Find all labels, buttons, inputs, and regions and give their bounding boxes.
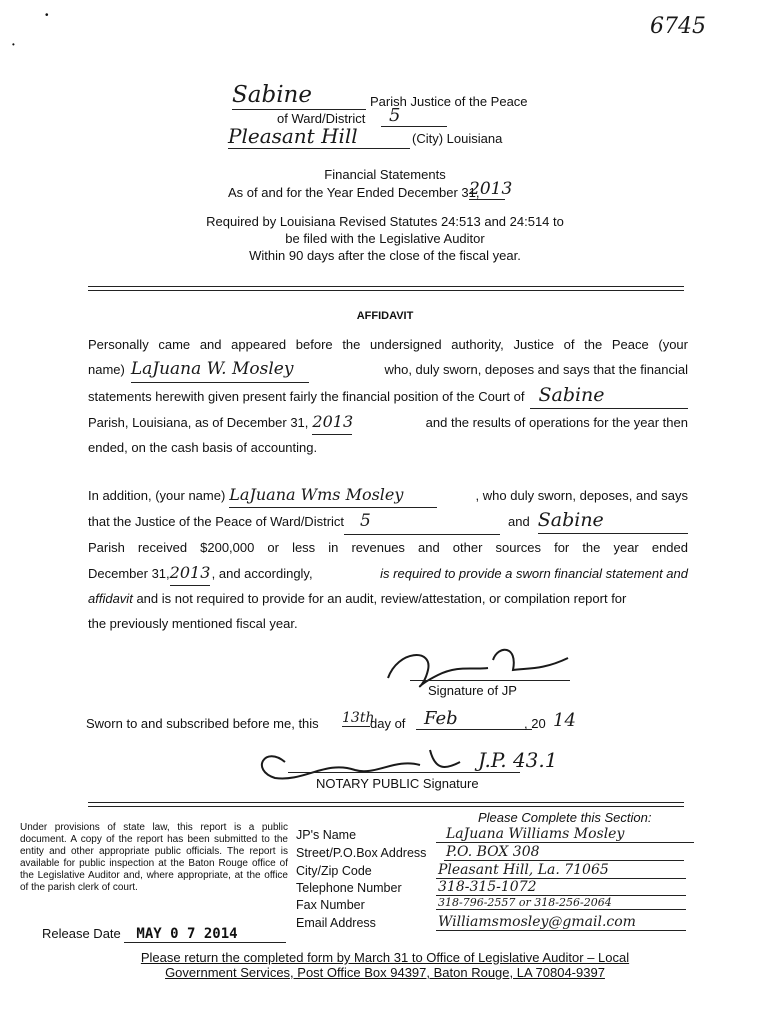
divider-rule (88, 286, 684, 287)
scan-mark: • (12, 40, 15, 49)
p2-parish-handwritten: Sabine (538, 508, 688, 534)
divider-rule (88, 290, 684, 291)
p1-name-suffix: who, duly sworn, deposes and says that the financial (384, 362, 688, 377)
requirement-line-2: be filed with the Legislative Auditor (285, 231, 485, 246)
affidavit-paragraph-2 (88, 482, 688, 636)
sworn-line (86, 708, 646, 736)
contact-field-value: P.O. BOX 308 (444, 844, 684, 861)
sworn-prefix: Sworn to and subscribed before me, this (86, 716, 319, 731)
requirement-line-1: Required by Louisiana Revised Statutes 24:513 and 24:514 to (206, 214, 564, 229)
contact-field-row (296, 914, 716, 932)
city-handwritten: Pleasant Hill (228, 124, 410, 149)
return-line-1: Please return the completed form by March 31 to Office of Legislative Auditor – Local (140, 950, 630, 965)
parish-handwritten: Sabine (232, 82, 366, 110)
year-handwritten: 2013 (469, 179, 513, 199)
please-complete-label: Please Complete this Section: (478, 810, 652, 825)
contact-field-label: City/Zip Code (296, 864, 372, 878)
contact-field-value: Williamsmosley@gmail.com (436, 914, 686, 931)
contact-field-row (296, 826, 716, 844)
p2-affidavit-italic: affidavit (88, 591, 133, 606)
p1-name-prefix: name) (88, 362, 125, 377)
as-of-line (228, 179, 588, 207)
p1-court-prefix: statements herewith given present fairly the financial position of the Court of (88, 389, 525, 404)
p2-name-handwritten: LaJuana Wms Mosley (229, 482, 437, 508)
p2-accordingly: , and accordingly, (211, 566, 313, 581)
p2-ward-prefix: that the Justice of the Peace of Ward/District (88, 514, 345, 529)
ward-label: of Ward/District (277, 111, 366, 126)
p2-name-prefix: In addition, (your name) (88, 488, 226, 503)
sworn-year-prefix: , 20 (524, 716, 546, 731)
contact-field-label: JP's Name (296, 828, 357, 842)
release-date-label: Release Date (42, 926, 121, 941)
sworn-year-handwritten: 14 (553, 710, 576, 731)
jp-signature-label: Signature of JP (428, 683, 517, 698)
p2-line-c: Parish received $200,000 or less in revenues and other sources for the year ended (88, 540, 688, 555)
p2-line-f: the previously mentioned fiscal year. (88, 616, 298, 631)
document-number: 6745 (650, 14, 706, 39)
law-notice: Under provisions of state law, this report is a public document. A copy of the report has been submitted to the entity and other appropriate public officials. The report is available for public inspection at the Baton Rouge office of the Legislative Auditor and, where appropriate, at the office of the parish clerk of court. (20, 822, 288, 893)
affidavit-paragraph-1 (88, 332, 688, 460)
return-line-2: Government Services, Post Office Box 94397, Baton Rouge, LA 70804-9397 (165, 965, 605, 980)
release-date-stamp: MAY 0 7 2014 (124, 926, 286, 943)
p1-line-c (88, 383, 688, 409)
city-line (228, 124, 548, 150)
scan-mark: • (45, 10, 49, 21)
p2-ward-handwritten: 5 (344, 509, 500, 535)
p1-line-a: Personally came and appeared before the undersigned authority, Justice of the Peace (your (88, 337, 688, 352)
p1-court-handwritten: Sabine (530, 383, 688, 409)
p2-line-e-text: and is not required to provide for an audit, review/attestation, or compilation report for (136, 591, 627, 606)
p1-year-prefix: Parish, Louisiana, as of December 31, (88, 415, 309, 430)
parish-suffix: Parish Justice of the Peace (370, 94, 528, 109)
p1-year-handwritten: 2013 (312, 409, 352, 435)
p2-and: and (508, 514, 530, 529)
p1-line-d (88, 409, 688, 435)
divider-rule (88, 806, 684, 807)
p2-line-d (88, 560, 688, 586)
sworn-month-handwritten: Feb (416, 708, 532, 730)
notary-jp-number: J.P. 43.1 (478, 748, 558, 772)
contact-field-row (296, 879, 716, 897)
city-suffix: (City) Louisiana (412, 131, 503, 146)
contact-field-row (296, 844, 716, 862)
notary-signature-rule (288, 772, 520, 773)
p1-name-handwritten: LaJuana W. Mosley (131, 357, 309, 383)
p2-year-prefix: December 31, (88, 566, 170, 581)
p2-line-b (88, 508, 688, 535)
sworn-day-handwritten: 13th (342, 710, 375, 726)
p1-year-suffix: and the results of operations for the year then (425, 415, 688, 430)
contact-field-value: LaJuana Williams Mosley (436, 826, 694, 843)
notary-label: NOTARY PUBLIC Signature (316, 776, 479, 791)
contact-field-label: Email Address (296, 916, 376, 930)
ward-handwritten: 5 (381, 106, 447, 127)
contact-field-label: Telephone Number (296, 881, 402, 895)
contact-field-row (296, 896, 716, 914)
p2-year-handwritten: 2013 (170, 560, 210, 586)
requirement-line-3: Within 90 days after the close of the fiscal year. (249, 248, 521, 263)
p2-line-a (88, 482, 688, 508)
release-date-line (42, 926, 286, 943)
divider-rule (88, 802, 684, 803)
contact-field-value: 318-315-1072 (436, 879, 686, 896)
p2-line-e (88, 586, 688, 611)
p2-required-italic: is required to provide a sworn financial statement and (380, 566, 688, 581)
jp-signature-rule (410, 680, 570, 681)
p1-line-b (88, 357, 688, 383)
contact-field-row (296, 862, 716, 880)
fs-title: Financial Statements (324, 167, 446, 182)
return-instructions (0, 950, 770, 980)
contact-field-label: Street/P.O.Box Address (296, 846, 427, 860)
contact-field-label: Fax Number (296, 898, 365, 912)
contact-field-value: Pleasant Hill, La. 71065 (436, 862, 686, 879)
p1-line-e: ended, on the cash basis of accounting. (88, 440, 318, 455)
as-of-text: As of and for the Year Ended December 31, (228, 185, 480, 200)
affidavit-title: AFFIDAVIT (356, 310, 414, 322)
sworn-day-of: day of (370, 716, 406, 731)
p2-name-suffix: , who duly sworn, deposes, and says (475, 488, 688, 503)
contact-field-value: 318-796-2557 or 318-256-2064 (436, 896, 686, 910)
